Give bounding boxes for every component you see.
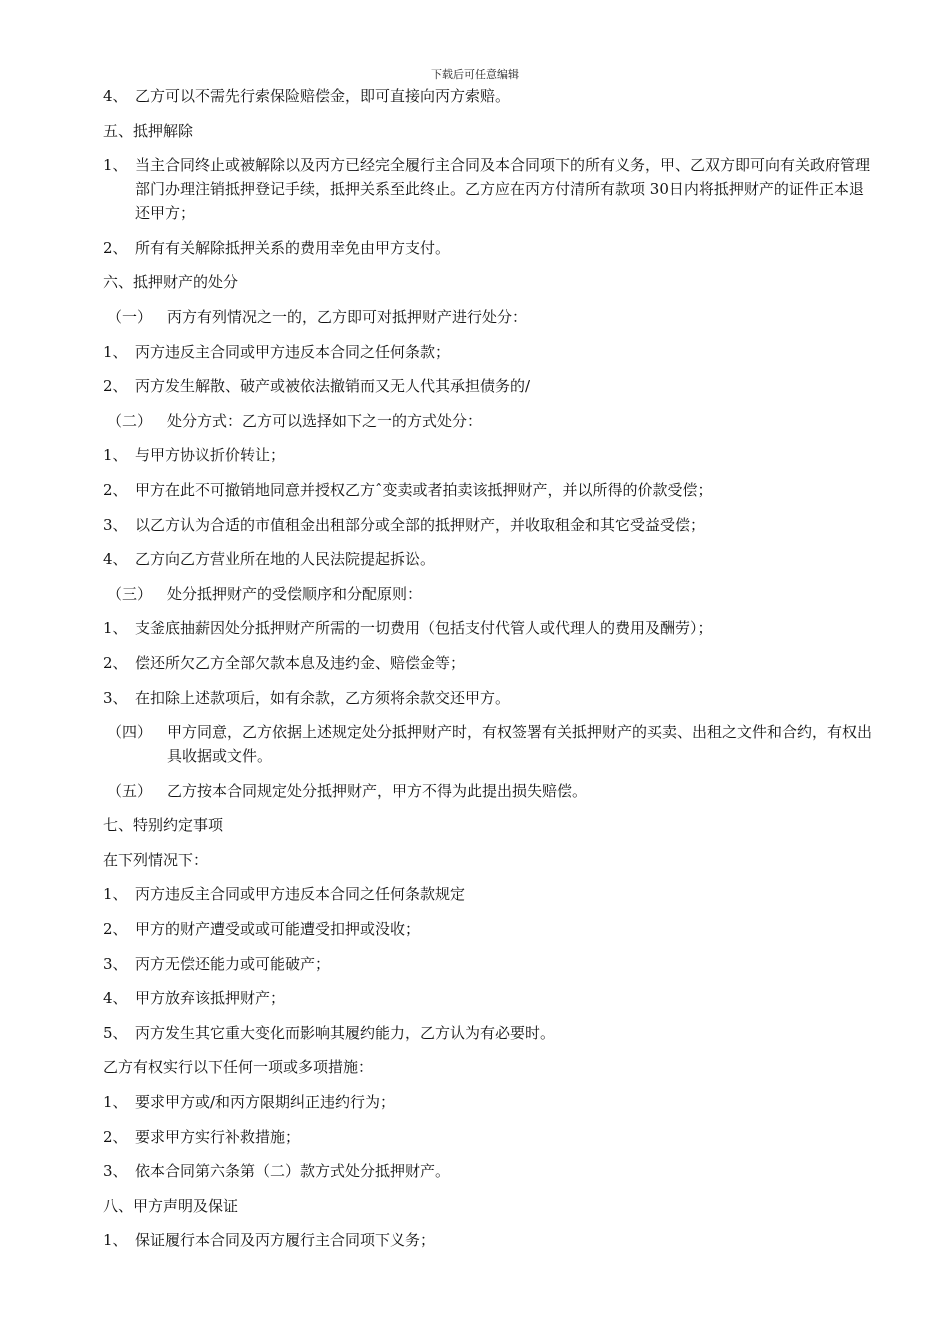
- clause-number: 2、: [103, 480, 128, 499]
- clause-number: 1、: [103, 885, 128, 904]
- list-item: [103, 952, 878, 976]
- clause-text: 要求甲方或/和丙方限期纠正违约行为；: [135, 1093, 396, 1112]
- list-item: [103, 153, 878, 225]
- clause-text: 当主合同终止或被解除以及丙方已经完全履行主合同及本合同项下的所有义务，甲、乙双方即可向有关政府管理部门办理注销抵押登记手续，抵押关系至此终止。乙方应在丙方付清所有款项 30日内将抵押财产的证件正本退还甲方；: [135, 156, 871, 223]
- clause-text: 偿还所欠乙方全部欠款本息及违约金、赔偿金等；: [135, 653, 466, 672]
- list-item: [103, 1159, 878, 1183]
- clause-number: 3、: [103, 688, 128, 707]
- clause-number: 4、: [103, 87, 128, 105]
- list-item: [103, 340, 878, 364]
- clause-number: （二）: [107, 411, 153, 430]
- list-item: [103, 1090, 878, 1114]
- list-item: [103, 986, 878, 1010]
- clause-number: 1、: [103, 446, 128, 465]
- list-item: [103, 917, 878, 941]
- clause-number: 2、: [103, 920, 128, 939]
- sub-clause: [103, 779, 878, 803]
- clause-text: 以乙方认为合适的市值租金出租部分或全部的抵押财产，并收取租金和其它受益受偿；: [135, 515, 706, 534]
- list-item: [103, 478, 878, 502]
- list-item: [103, 1125, 878, 1149]
- clause-text: 甲方在此不可撤销地同意并授权乙方ˆ变卖或者拍卖该抵押财产，并以所得的价款受偿；: [135, 480, 713, 499]
- sub-clause: [103, 409, 878, 433]
- clause-text: 要求甲方实行补救措施；: [135, 1127, 301, 1146]
- clause-text: 丙方发生其它重大变化而影响其履约能力，乙方认为有必要时。: [135, 1023, 556, 1042]
- list-item: [103, 443, 878, 467]
- list-item: [103, 1228, 878, 1252]
- clause-text: 甲方的财产遭受或或可能遭受扣押或没收；: [135, 920, 421, 939]
- clause-number: 2、: [103, 653, 128, 672]
- section-heading: 乙方有权实行以下任何一项或多项措施：: [103, 1058, 374, 1077]
- clause-number: 2、: [103, 1127, 128, 1146]
- clause-text: 丙方违反主合同或甲方违反本合同之任何条款规定: [135, 885, 466, 904]
- list-item: [103, 513, 878, 537]
- list-item: [103, 547, 878, 571]
- clause-number: 1、: [103, 156, 128, 175]
- list-item: [103, 882, 878, 906]
- sub-clause: [103, 582, 878, 606]
- list-item: [103, 1021, 878, 1045]
- clause-text: 丙方无偿还能力或可能破产；: [135, 954, 331, 973]
- clause-text: 与甲方协议折价转让；: [135, 446, 286, 465]
- clause-number: 2、: [103, 377, 128, 396]
- list-item: [103, 616, 878, 640]
- clause-text: 在扣除上述款项后，如有余款，乙方须将余款交还甲方。: [135, 688, 511, 707]
- clause-text: 处分抵押财产的受偿顺序和分配原则：: [167, 584, 423, 603]
- clause-text: 支釜底抽薪因处分抵押财产所需的一切费用（包括支付代管人或代理人的费用及酬劳）；: [135, 619, 713, 638]
- section-heading: 七、特别约定事项: [103, 816, 224, 835]
- list-item: [103, 84, 878, 108]
- clause-number: 5、: [103, 1023, 128, 1042]
- clause-text: 乙方向乙方营业所在地的人民法院提起拆讼。: [135, 550, 436, 569]
- sub-clause: [103, 305, 878, 329]
- clause-number: 2、: [103, 238, 128, 257]
- clause-text: 乙方可以不需先行索保险赔偿金，即可直接向丙方索赔。: [135, 87, 511, 105]
- clause-text: 丙方发生解散、破产或被依法撤销而又无人代其承担债务的/: [135, 377, 531, 396]
- clause-number: 1、: [103, 619, 128, 638]
- page-header: 下载后可任意编辑: [431, 68, 519, 81]
- clause-number: （三）: [107, 584, 153, 603]
- clause-number: 1、: [103, 1093, 128, 1112]
- clause-text: 丙方违反主合同或甲方违反本合同之任何条款；: [135, 342, 451, 361]
- clause-number: 3、: [103, 515, 128, 534]
- clause-text: 依本合同第六条第（二）款方式处分抵押财产。: [135, 1162, 451, 1181]
- section-heading: 六、抵押财产的处分: [103, 273, 239, 292]
- clause-number: 3、: [103, 1162, 128, 1181]
- list-item: [103, 236, 878, 260]
- clause-number: 1、: [103, 1231, 128, 1250]
- list-item: [103, 686, 878, 710]
- section-heading: 八、甲方声明及保证: [103, 1196, 239, 1215]
- clause-text: 所有有关解除抵押关系的费用幸免由甲方支付。: [135, 238, 451, 257]
- clause-number: （四）: [107, 723, 153, 742]
- clause-number: 1、: [103, 342, 128, 361]
- clause-number: 4、: [103, 550, 128, 569]
- clause-number: （一）: [107, 307, 153, 326]
- list-item: [103, 374, 878, 398]
- sub-clause: [103, 720, 878, 768]
- clause-text: 处分方式：乙方可以选择如下之一的方式处分：: [167, 411, 483, 430]
- clause-text: 保证履行本合同及丙方履行主合同项下义务；: [135, 1231, 436, 1250]
- clause-text: 甲方同意，乙方依据上述规定处分抵押财产时，有权签署有关抵押财产的买卖、出租之文件和合约，有权出具收据或文件。: [167, 723, 873, 766]
- section-heading: 在下列情况下：: [103, 850, 209, 869]
- clause-text: 丙方有列情况之一的，乙方即可对抵押财产进行处分：: [167, 307, 528, 326]
- clause-number: 4、: [103, 989, 128, 1008]
- clause-text: 甲方放弃该抵押财产；: [135, 989, 286, 1008]
- clause-number: 3、: [103, 954, 128, 973]
- list-item: [103, 651, 878, 675]
- clause-text: 乙方按本合同规定处分抵押财产，甲方不得为此提出损失赔偿。: [167, 781, 588, 800]
- clause-number: （五）: [107, 781, 153, 800]
- section-heading: 五、抵押解除: [103, 121, 194, 140]
- document-body: [103, 84, 878, 1263]
